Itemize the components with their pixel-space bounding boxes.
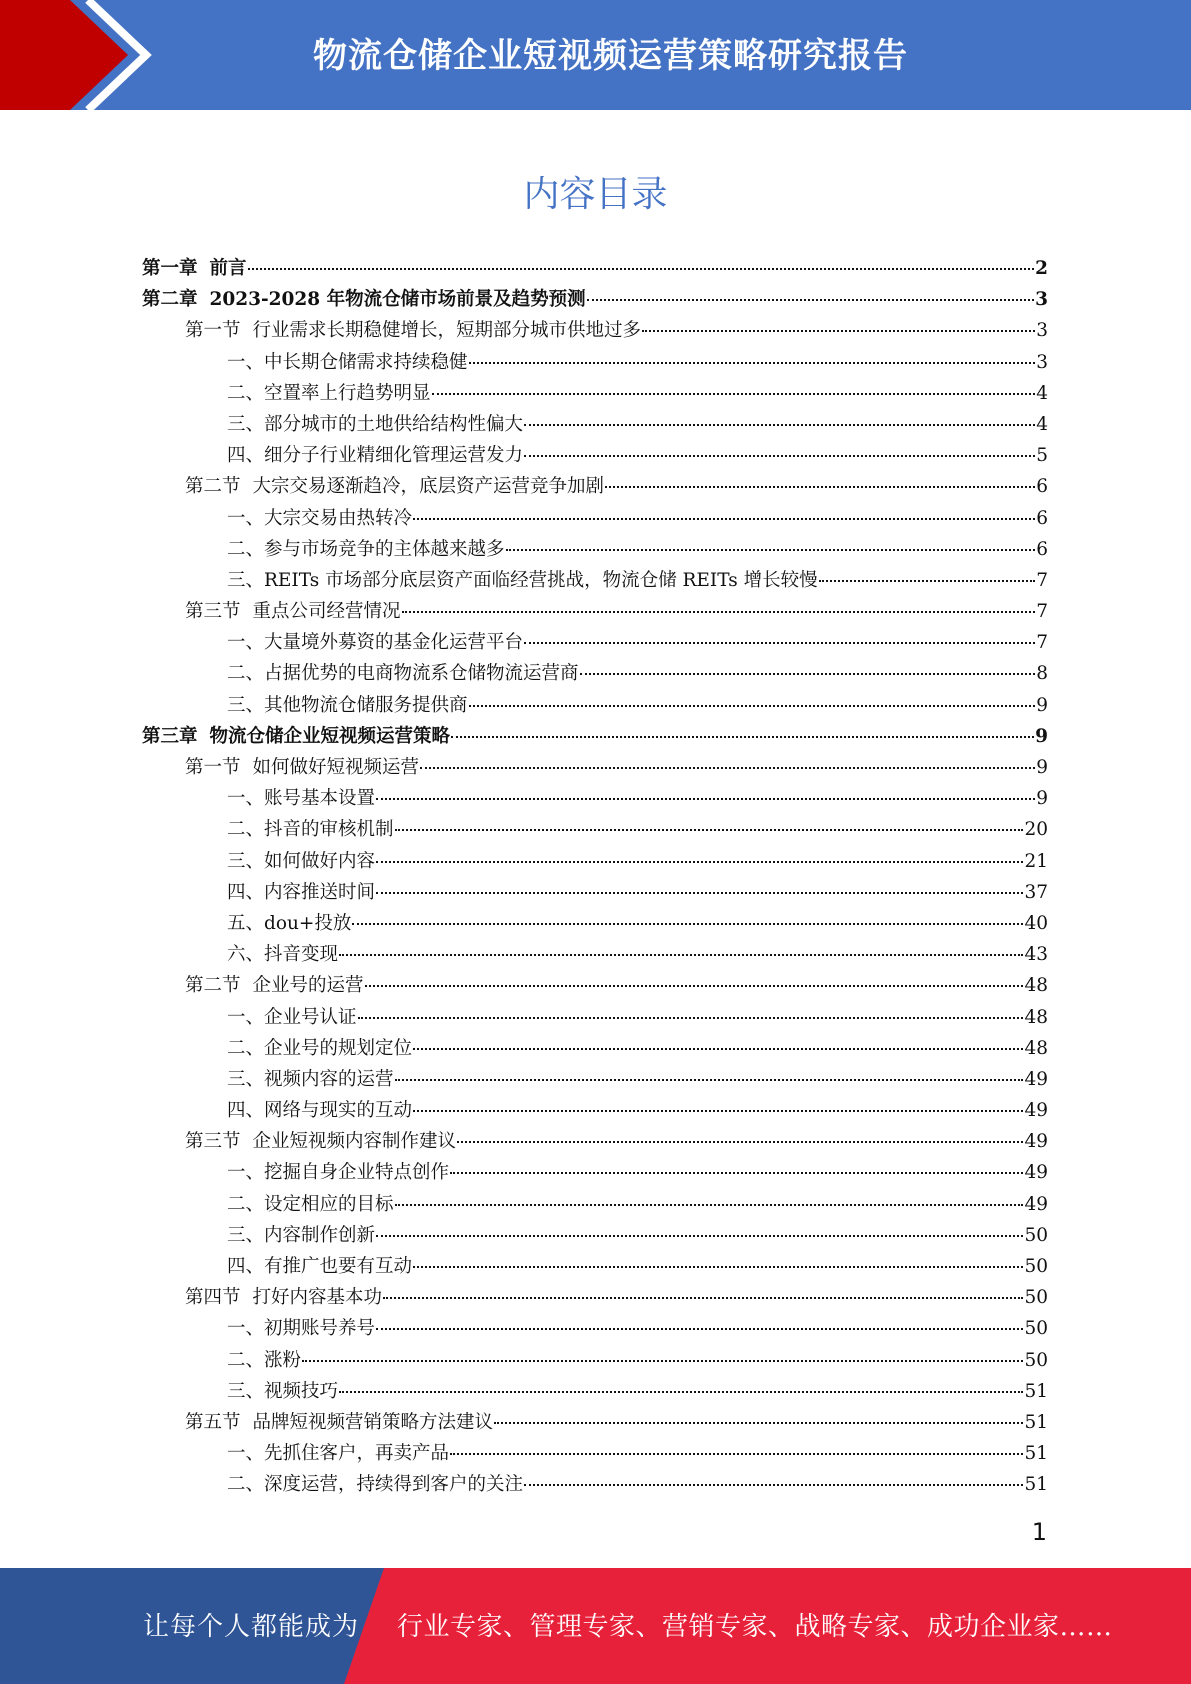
- dot-leader: [524, 424, 1035, 426]
- toc-entry-title: 重点公司经营情况: [252, 601, 401, 623]
- toc-entry-page: 49: [1024, 1068, 1048, 1090]
- dot-leader: [469, 362, 1036, 364]
- toc-entry-title: 三、部分城市的土地供给结构性偏大: [227, 413, 524, 435]
- toc-entry-title: 一、账号基本设置: [227, 788, 376, 810]
- toc-entry-page: 7: [1036, 569, 1048, 591]
- toc-entry-page: 48: [1024, 1037, 1048, 1059]
- toc-entry-page: 3: [1035, 289, 1048, 311]
- toc-entry-title: 一、大宗交易由热转冷: [227, 507, 413, 529]
- dot-leader: [402, 611, 1036, 613]
- dot-leader: [451, 736, 1034, 738]
- dot-leader: [506, 549, 1036, 551]
- toc-entry[interactable]: [142, 378, 1048, 409]
- toc-entry-page: 50: [1024, 1318, 1048, 1340]
- dot-leader: [383, 1297, 1023, 1299]
- toc-entry-number: 第一节: [185, 320, 241, 342]
- toc-entry-page: 3: [1036, 351, 1048, 373]
- toc-entry[interactable]: [142, 1189, 1048, 1220]
- dot-leader: [413, 1266, 1023, 1268]
- dot-leader: [432, 393, 1036, 395]
- page-number: 1: [1031, 1518, 1047, 1546]
- toc-entry-number: 第一章: [142, 258, 198, 279]
- toc-entry-title: 前言: [209, 258, 247, 279]
- dot-leader: [524, 1484, 1023, 1486]
- toc-entry-page: 20: [1024, 819, 1048, 841]
- toc-entry-number: 第三章: [142, 725, 198, 747]
- toc-entry-title: 二、空置率上行趋势明显: [227, 382, 431, 404]
- toc-entry-title: 二、参与市场竞争的主体越来越多: [227, 538, 505, 560]
- toc-entry[interactable]: [142, 440, 1048, 471]
- toc-entry[interactable]: [142, 627, 1048, 658]
- dot-leader: [302, 1360, 1023, 1362]
- toc-entry-page: 48: [1024, 1006, 1048, 1028]
- dot-leader: [376, 1328, 1023, 1330]
- toc-entry[interactable]: [142, 503, 1048, 534]
- toc-entry[interactable]: [142, 1002, 1048, 1033]
- toc-entry-title: 四、网络与现实的互动: [227, 1100, 413, 1122]
- toc-entry-page: 21: [1024, 850, 1048, 872]
- dot-leader: [605, 486, 1035, 488]
- dot-leader: [395, 829, 1024, 831]
- toc-entry[interactable]: [142, 1345, 1048, 1376]
- dot-leader: [524, 455, 1035, 457]
- footer-slogan-left: 让每个人都能成为: [143, 1612, 360, 1642]
- toc-entry[interactable]: [142, 1095, 1048, 1126]
- report-title: 物流仓储企业短视频运营策略研究报告: [313, 36, 908, 76]
- toc-entry-title: 一、先抓住客户，再卖产品: [227, 1443, 450, 1465]
- toc-entry[interactable]: [142, 1251, 1048, 1282]
- toc-entry[interactable]: [142, 565, 1048, 596]
- toc-entry-page: 51: [1024, 1474, 1048, 1496]
- toc-entry-number: 第一节: [185, 757, 241, 778]
- dot-leader: [587, 299, 1035, 301]
- toc-entry-page: 51: [1024, 1411, 1048, 1433]
- toc-entry-title: 二、涨粉: [227, 1349, 302, 1371]
- toc-entry-title: 一、企业号认证: [227, 1006, 357, 1028]
- toc-entry-title: 大宗交易逐渐趋冷，底层资产运营竞争加剧: [252, 476, 605, 498]
- toc-entry-page: 3: [1036, 320, 1048, 342]
- dot-leader: [358, 1017, 1024, 1019]
- toc-entry-title: 二、抖音的审核机制: [227, 819, 394, 841]
- toc-entry-page: 49: [1024, 1131, 1048, 1153]
- toc-entry-title: 三、视频内容的运营: [227, 1068, 394, 1090]
- toc-entry[interactable]: [142, 1126, 1048, 1157]
- dot-leader: [819, 580, 1036, 582]
- toc-entry-page: 49: [1024, 1193, 1048, 1215]
- toc-entry[interactable]: [142, 1064, 1048, 1095]
- footer-banner: [0, 1568, 1191, 1684]
- dot-leader: [339, 1391, 1023, 1393]
- toc-entry[interactable]: [142, 752, 1048, 783]
- toc-entry[interactable]: [142, 1033, 1048, 1064]
- dot-leader: [339, 954, 1023, 956]
- toc-entry-title: 2023-2028 年物流仓储市场前景及趋势预测: [209, 289, 586, 311]
- dot-leader: [420, 767, 1035, 769]
- toc-entry-title: 三、如何做好内容: [227, 850, 376, 872]
- toc-entry[interactable]: [142, 939, 1048, 970]
- toc-entry[interactable]: [142, 1282, 1048, 1313]
- dot-leader: [580, 673, 1036, 675]
- toc-entry-page: 50: [1024, 1287, 1048, 1309]
- toc-entry-page: 9: [1035, 725, 1048, 747]
- toc-entry-page: 51: [1024, 1380, 1048, 1402]
- toc-entry[interactable]: [142, 253, 1048, 284]
- toc-entry-number: 第三节: [185, 1131, 241, 1153]
- toc-entry-page: 9: [1036, 757, 1048, 778]
- toc-entry-page: 49: [1024, 1162, 1048, 1184]
- dot-leader: [494, 1422, 1023, 1424]
- toc-entry-number: 第二节: [185, 975, 241, 997]
- toc-entry[interactable]: [142, 1376, 1048, 1407]
- toc-entry-title: 二、企业号的规划定位: [227, 1037, 413, 1059]
- toc-entry-page: 5: [1036, 445, 1048, 467]
- toc-entry-page: 7: [1036, 601, 1048, 623]
- toc-entry-page: 4: [1036, 382, 1048, 404]
- dot-leader: [413, 518, 1035, 520]
- toc-entry-page: 50: [1024, 1349, 1048, 1371]
- toc-entry-title: 三、内容制作创新: [227, 1224, 376, 1246]
- toc-entry-title: 二、深度运营，持续得到客户的关注: [227, 1474, 524, 1496]
- dot-leader: [248, 268, 1035, 270]
- toc-entry-title: 企业短视频内容制作建议: [252, 1131, 457, 1153]
- toc-entry[interactable]: [142, 284, 1048, 315]
- dot-leader: [450, 1172, 1023, 1174]
- dot-leader: [395, 1204, 1024, 1206]
- toc-entry-title: 二、占据优势的电商物流系仓储物流运营商: [227, 663, 579, 685]
- dot-leader: [457, 1141, 1023, 1143]
- toc-entry-page: 7: [1036, 632, 1048, 654]
- dot-leader: [524, 642, 1035, 644]
- toc-entry-title: 一、大量境外募资的基金化运营平台: [227, 632, 524, 654]
- dot-leader: [376, 798, 1035, 800]
- toc-entry[interactable]: [142, 1220, 1048, 1251]
- toc-entry-number: 第五节: [185, 1411, 241, 1433]
- toc-entry-title: 一、挖掘自身企业特点创作: [227, 1162, 450, 1184]
- toc-entry[interactable]: [142, 783, 1048, 814]
- dot-leader: [469, 705, 1036, 707]
- toc-entry-page: 40: [1024, 912, 1048, 934]
- toc-entry-title: 如何做好短视频运营: [252, 757, 420, 778]
- toc-entry-page: 8: [1036, 663, 1048, 685]
- header-banner: [0, 0, 1191, 110]
- dot-leader: [376, 861, 1023, 863]
- toc-entry[interactable]: [142, 814, 1048, 845]
- toc-entry-number: 第三节: [185, 601, 241, 623]
- dot-leader: [365, 985, 1024, 987]
- toc-entry-title: 四、内容推送时间: [227, 881, 376, 903]
- toc-entry[interactable]: [142, 471, 1048, 502]
- footer-slogan-right: 行业专家、管理专家、营销专家、战略专家、成功企业家……: [397, 1612, 1113, 1642]
- toc-entry[interactable]: [142, 1407, 1048, 1438]
- toc-entry-title: 品牌短视频营销策略方法建议: [252, 1411, 494, 1433]
- toc-entry[interactable]: [142, 1313, 1048, 1344]
- toc-entry[interactable]: [142, 690, 1048, 721]
- toc-entry-page: 9: [1036, 788, 1048, 810]
- toc-entry-page: 9: [1036, 694, 1048, 716]
- toc-entry-page: 49: [1024, 1100, 1048, 1122]
- toc-entry-title: 四、细分子行业精细化管理运营发力: [227, 445, 524, 467]
- toc-entry-title: 物流仓储企业短视频运营策略: [209, 725, 451, 747]
- dot-leader: [352, 923, 1023, 925]
- toc-entry[interactable]: [142, 1157, 1048, 1188]
- toc-entry-number: 第四节: [185, 1287, 241, 1309]
- toc-entry-page: 48: [1024, 975, 1048, 997]
- toc-entry-page: 51: [1024, 1443, 1048, 1465]
- toc-entry[interactable]: [142, 970, 1048, 1001]
- toc-entry-page: 4: [1036, 413, 1048, 435]
- toc-entry-page: 50: [1024, 1256, 1048, 1277]
- toc-entry[interactable]: [142, 658, 1048, 689]
- toc-entry[interactable]: [142, 409, 1048, 440]
- toc-entry[interactable]: [142, 908, 1048, 939]
- toc-entry-title: 打好内容基本功: [252, 1287, 383, 1309]
- dot-leader: [413, 1110, 1023, 1112]
- toc-entry-title: 三、其他物流仓储服务提供商: [227, 694, 468, 716]
- toc-entry-page: 37: [1024, 881, 1048, 903]
- table-of-contents: [142, 253, 1048, 1501]
- toc-entry-title: 五、dou+投放: [227, 912, 352, 934]
- toc-entry-number: 第二章: [142, 289, 198, 311]
- dot-leader: [395, 1079, 1024, 1081]
- dot-leader: [642, 330, 1035, 332]
- toc-entry-page: 6: [1036, 507, 1048, 529]
- toc-entry-page: 6: [1036, 538, 1048, 560]
- dot-leader: [376, 1235, 1023, 1237]
- toc-entry-title: 一、中长期仓储需求持续稳健: [227, 351, 468, 373]
- toc-entry[interactable]: [142, 721, 1048, 752]
- toc-entry-page: 43: [1024, 944, 1048, 966]
- toc-entry[interactable]: [142, 1469, 1048, 1500]
- toc-entry-page: 50: [1024, 1224, 1048, 1246]
- toc-entry-title: 一、初期账号养号: [227, 1318, 376, 1340]
- toc-entry-title: 三、视频技巧: [227, 1380, 339, 1402]
- toc-entry-page: 6: [1036, 476, 1048, 498]
- toc-entry-title: 三、REITs 市场部分底层资产面临经营挑战，物流仓储 REITs 增长较慢: [227, 569, 818, 591]
- toc-entry[interactable]: [142, 534, 1048, 565]
- toc-entry-number: 第二节: [185, 476, 241, 498]
- toc-entry[interactable]: [142, 877, 1048, 908]
- dot-leader: [413, 1048, 1023, 1050]
- toc-entry-title: 四、有推广也要有互动: [227, 1256, 413, 1277]
- toc-entry-title: 二、设定相应的目标: [227, 1193, 394, 1215]
- toc-entry-page: 2: [1035, 258, 1048, 279]
- toc-heading: 内容目录: [523, 174, 668, 215]
- toc-entry-title: 企业号的运营: [252, 975, 364, 997]
- toc-entry[interactable]: [142, 1438, 1048, 1469]
- toc-entry[interactable]: [142, 846, 1048, 877]
- dot-leader: [450, 1453, 1023, 1455]
- toc-entry[interactable]: [142, 596, 1048, 627]
- toc-entry-title: 行业需求长期稳健增长，短期部分城市供地过多: [252, 320, 642, 342]
- toc-entry[interactable]: [142, 347, 1048, 378]
- dot-leader: [376, 892, 1023, 894]
- toc-entry-title: 六、抖音变现: [227, 944, 339, 966]
- chevron-arrow-icon: [0, 0, 160, 110]
- toc-entry[interactable]: [142, 315, 1048, 346]
